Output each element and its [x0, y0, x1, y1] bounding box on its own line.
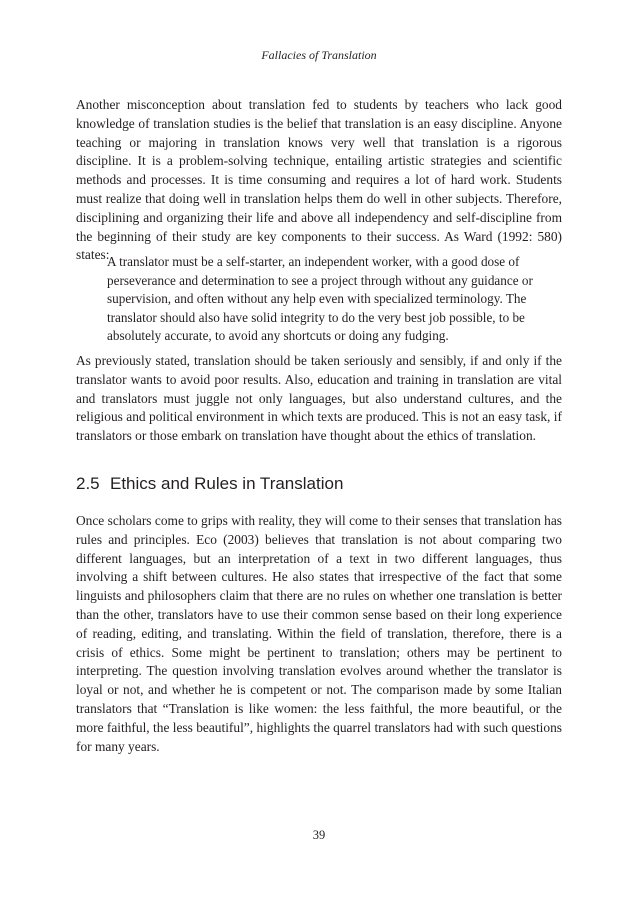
running-head: Fallacies of Translation: [261, 48, 377, 62]
paragraph-section-body: Once scholars come to grips with reality, they will come to their senses that translation has rules and principles. Eco (2003) believes that translation is not about comparing two different languages, but an interpretation of a text in two different languages, thus involving a shift between cultures. He also states that irrespective of the fact that some linguists and philosophers claim that there are no rules on whether one translation is better than the other, translators have to use their common sense based on their long experience of reading, editing, and translating. Within the field of translation, therefore, there is a crisis of ethics. Some might be pertinent to translation; others may be pertinent to interpreting. The question involving translation evolves around whether the translator is loyal or not, and whether he is competent or not. The comparison made by some Italian translators that “Translation is like women: the less faithful, the more beautiful, or the more faithful, the less beautiful”, highlights the quarrel translators had with such questions for many years.: [76, 513, 562, 754]
paragraph-continued: As previously stated, translation should be taken seriously and sensibly, if and only if the translator wants to avoid poor results. Also, education and training in translation are vital and translators must juggle not only languages, but also understand cultures, and the religious and political environment in which texts are produced. This is not an easy task, if translators or those embark on translation have thought about the ethics of translation.: [76, 353, 562, 444]
paragraph-intro: Another misconception about translation fed to students by teachers who lack good knowledge of translation studies is the belief that translation is an easy discipline. Anyone teaching or majoring in translation knows very well that translation is a rigorous discipline. It is a problem-solving technique, entailing artistic strategies and scientific methods and processes. It is time consuming and requires a lot of hard work. Students must realize that doing well in translation helps them do well in other subjects. Therefore, disciplining and organizing their life and above all independency and self-discipline from the beginning of their study are key components to their success. As Ward (1992: 580) states:: [76, 97, 562, 263]
block-quote: A translator must be a self-starter, an independent worker, with a good dose of perseverance and determination to see a project through without any guidance or supervision, and often without any help even with specialized terminology. The translator should also have solid integrity to do the very best job possible, to be absolutely accurate, to avoid any shortcuts or doing any fudging.: [107, 254, 533, 344]
section-title: Ethics and Rules in Translation: [110, 474, 344, 493]
section-number: 2.5: [76, 474, 100, 493]
section-heading: [76, 474, 343, 494]
page-number: 39: [312, 828, 326, 842]
